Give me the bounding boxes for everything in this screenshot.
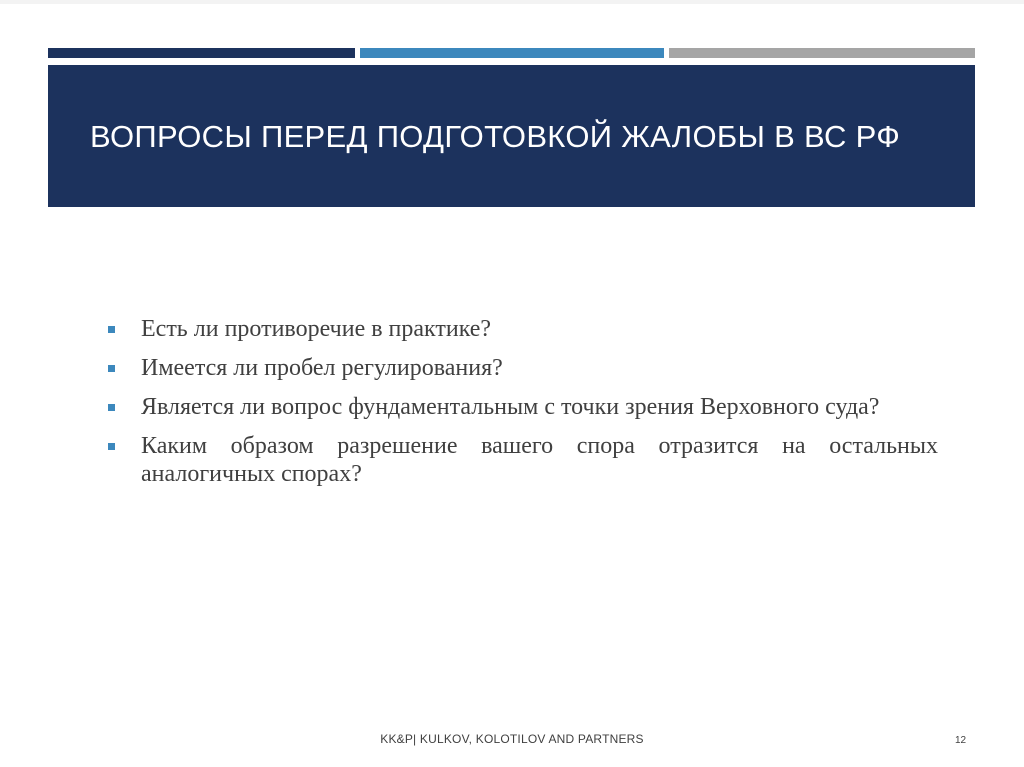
bullet-text: Есть ли противоречие в практике? — [141, 316, 492, 342]
slide-title: ВОПРОСЫ ПЕРЕД ПОДГОТОВКОЙ ЖАЛОБЫ В ВС РФ — [90, 119, 901, 154]
title-banner — [48, 65, 975, 207]
header-stripe-blue — [360, 48, 664, 58]
bullet-list — [106, 315, 938, 499]
footer-company: KK&P| KULKOV, KOLOTILOV AND PARTNERS — [380, 732, 644, 746]
bullet-item — [106, 432, 938, 488]
square-bullet-icon — [108, 443, 115, 450]
bullet-item — [106, 393, 938, 421]
square-bullet-icon — [108, 326, 115, 333]
bullet-item — [106, 354, 938, 382]
header-stripe-dark — [48, 48, 355, 58]
bullet-text: Имеется ли пробел регулирования? — [141, 355, 503, 381]
bullet-item — [106, 315, 938, 343]
page-number: 12 — [955, 735, 967, 746]
bullet-text: Является ли вопрос фундаментальным с точки зрения Верховного суда? — [141, 394, 880, 420]
bullet-text: Каким образом разрешение вашего спора отразится на остальных аналогичных спорах? — [141, 433, 938, 487]
square-bullet-icon — [108, 404, 115, 411]
header-stripe-gray — [669, 48, 975, 58]
top-frame-line — [0, 0, 1024, 4]
square-bullet-icon — [108, 365, 115, 372]
